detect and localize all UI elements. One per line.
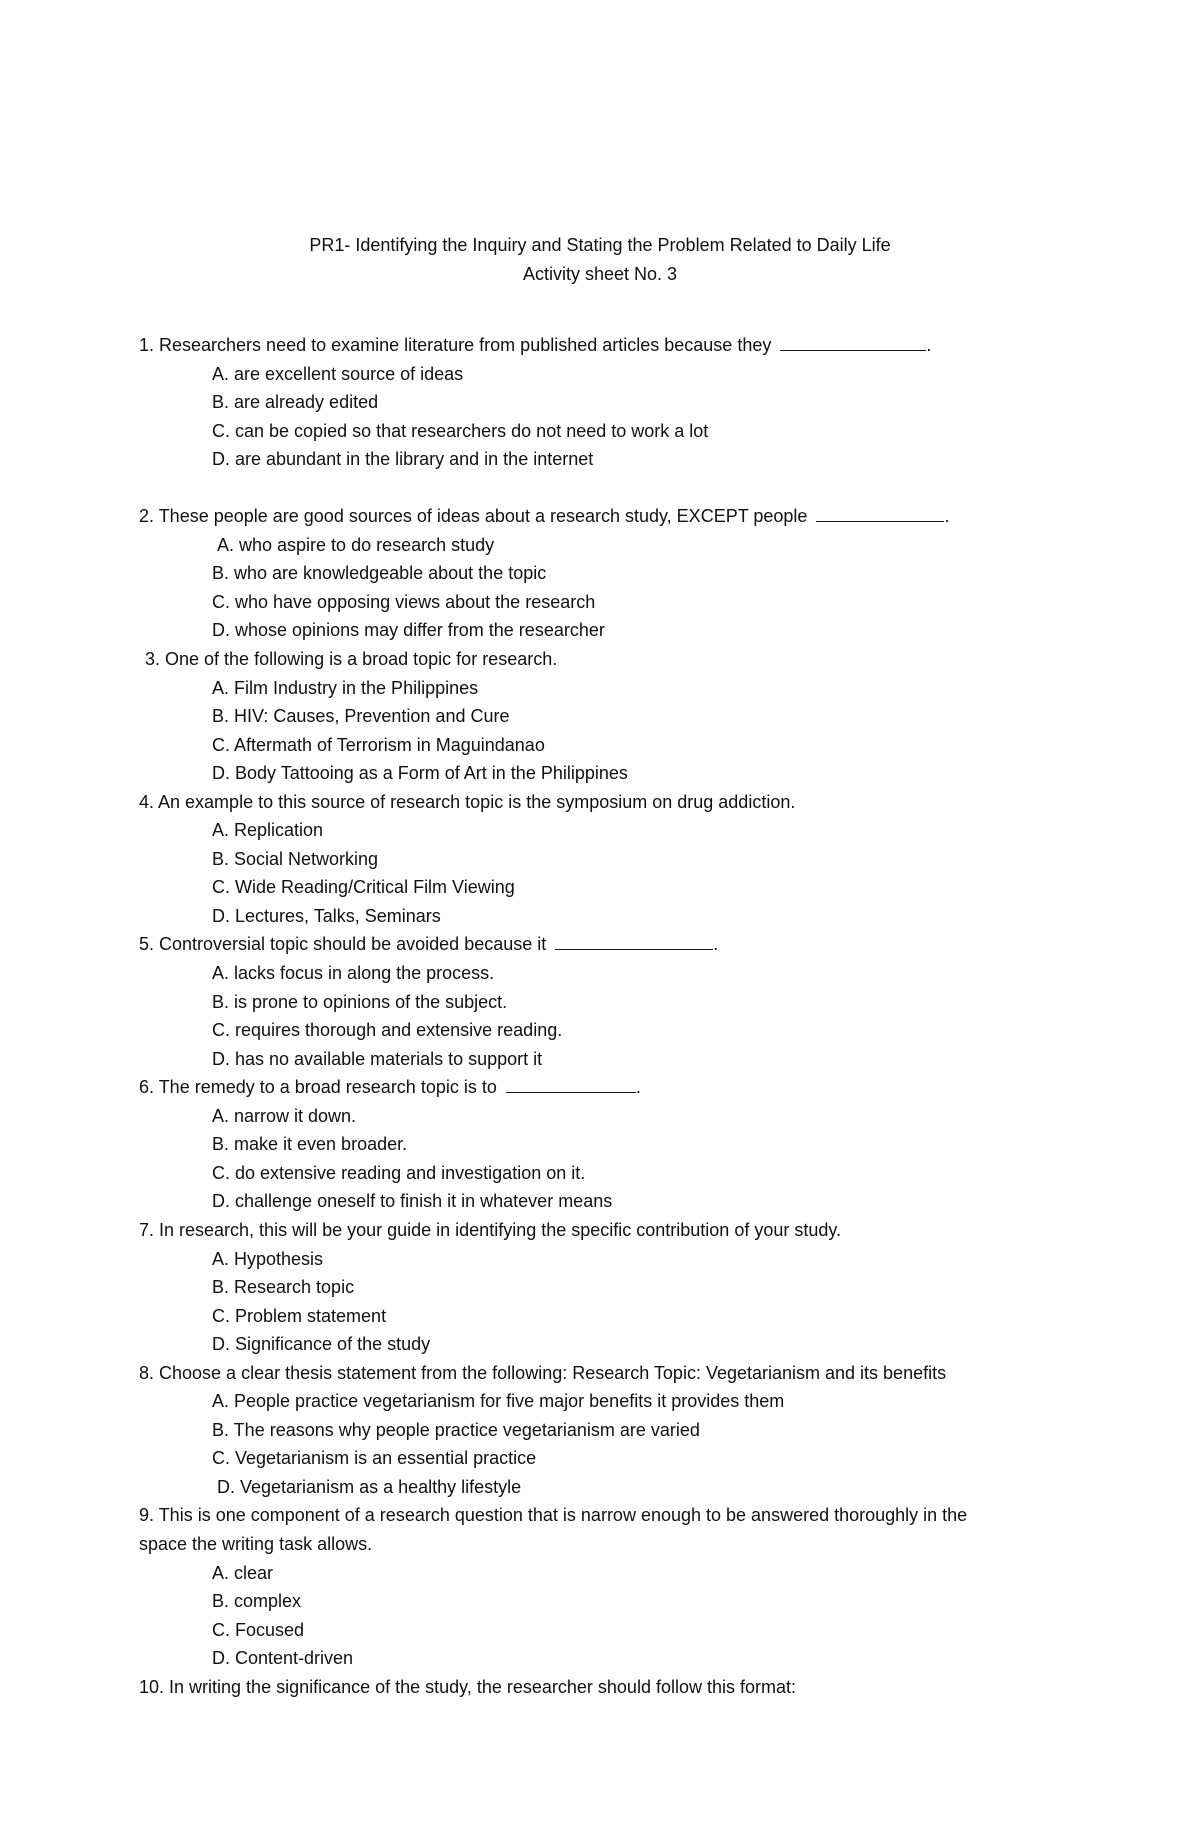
option: B. complex xyxy=(212,1591,302,1612)
question-4: 4. An example to this source of research topic is the symposium on drug addiction. xyxy=(139,791,796,812)
option: A. narrow it down. xyxy=(212,1105,357,1126)
question-9: 9. This is one component of a research question that is narrow enough to be answered thoroughly in the xyxy=(139,1505,968,1526)
question-2: 2. These people are good sources of ideas about a research study, EXCEPT people . xyxy=(0,502,1200,531)
option: B. Social Networking xyxy=(212,848,379,869)
option: D. Content-driven xyxy=(212,1648,354,1669)
option: D. challenge oneself to finish it in whatever means xyxy=(212,1191,613,1212)
answer-blank xyxy=(816,503,944,522)
option: B. Research topic xyxy=(212,1277,355,1298)
question-8: 8. Choose a clear thesis statement from the following: Research Topic: Vegetarianism and its benefits xyxy=(139,1362,947,1383)
option: C. Focused xyxy=(212,1619,305,1640)
question-text: 1. Researchers need to examine literature from published articles because they xyxy=(139,335,772,355)
option: C. Wide Reading/Critical Film Viewing xyxy=(212,877,515,898)
option: C. Problem statement xyxy=(212,1305,387,1326)
option: A. Film Industry in the Philippines xyxy=(212,677,479,698)
answer-blank xyxy=(555,931,713,950)
question-1: 1. Researchers need to examine literature from published articles because they . xyxy=(0,331,1200,360)
option: D. Significance of the study xyxy=(212,1334,431,1355)
option: D. Body Tattooing as a Form of Art in the Philippines xyxy=(212,763,628,784)
option: C. Vegetarianism is an essential practice xyxy=(212,1448,537,1469)
option: D. Vegetarianism as a healthy lifestyle xyxy=(217,1476,522,1497)
option: C. do extensive reading and investigation on it. xyxy=(212,1162,586,1183)
option: A. lacks focus in along the process. xyxy=(212,963,495,984)
option: B. The reasons why people practice vegetarianism are varied xyxy=(212,1419,700,1440)
option: A. clear xyxy=(212,1562,274,1583)
page-title: PR1- Identifying the Inquiry and Stating the Problem Related to Daily Life xyxy=(309,235,891,255)
question-3: 3. One of the following is a broad topic for research. xyxy=(145,649,558,670)
question-list xyxy=(0,331,1200,1701)
option: B. is prone to opinions of the subject. xyxy=(212,991,508,1012)
question-text: 2. These people are good sources of ideas about a research study, EXCEPT people xyxy=(139,506,808,527)
question-text: 6. The remedy to a broad research topic is to xyxy=(139,1077,497,1098)
option: B. are already edited xyxy=(212,392,379,413)
option: C. requires thorough and extensive reading. xyxy=(212,1020,563,1041)
option: A. who aspire to do research study xyxy=(217,534,495,555)
answer-blank xyxy=(780,332,926,351)
option: A. People practice vegetarianism for five major benefits it provides them xyxy=(212,1391,785,1412)
option: B. make it even broader. xyxy=(212,1134,408,1155)
option: C. can be copied so that researchers do not need to work a lot xyxy=(212,420,709,441)
option: C. who have opposing views about the research xyxy=(212,591,596,612)
spacer xyxy=(0,474,1200,503)
option: D. Lectures, Talks, Seminars xyxy=(212,905,441,926)
option: A. Replication xyxy=(212,820,324,841)
question-10: 10. In writing the significance of the study, the researcher should follow this format: xyxy=(139,1676,796,1697)
option: B. HIV: Causes, Prevention and Cure xyxy=(212,706,510,727)
option: B. who are knowledgeable about the topic xyxy=(212,563,547,584)
option: A. are excellent source of ideas xyxy=(212,363,464,384)
option: D. has no available materials to support it xyxy=(212,1048,543,1069)
question-7: 7. In research, this will be your guide in identifying the specific contribution of your study. xyxy=(139,1219,842,1240)
option: A. Hypothesis xyxy=(212,1248,324,1269)
header xyxy=(0,231,1200,288)
option: D. are abundant in the library and in the internet xyxy=(212,449,594,470)
option: D. whose opinions may differ from the researcher xyxy=(212,620,605,641)
question-text: 5. Controversial topic should be avoided because it xyxy=(139,934,547,955)
answer-blank xyxy=(506,1074,636,1093)
question-6: 6. The remedy to a broad research topic is to . xyxy=(0,1073,1200,1102)
option: C. Aftermath of Terrorism in Maguindanao xyxy=(212,734,545,755)
page-subtitle: Activity sheet No. 3 xyxy=(522,263,678,284)
question-9-continued: space the writing task allows. xyxy=(139,1533,373,1554)
question-5: 5. Controversial topic should be avoided because it . xyxy=(0,930,1200,959)
